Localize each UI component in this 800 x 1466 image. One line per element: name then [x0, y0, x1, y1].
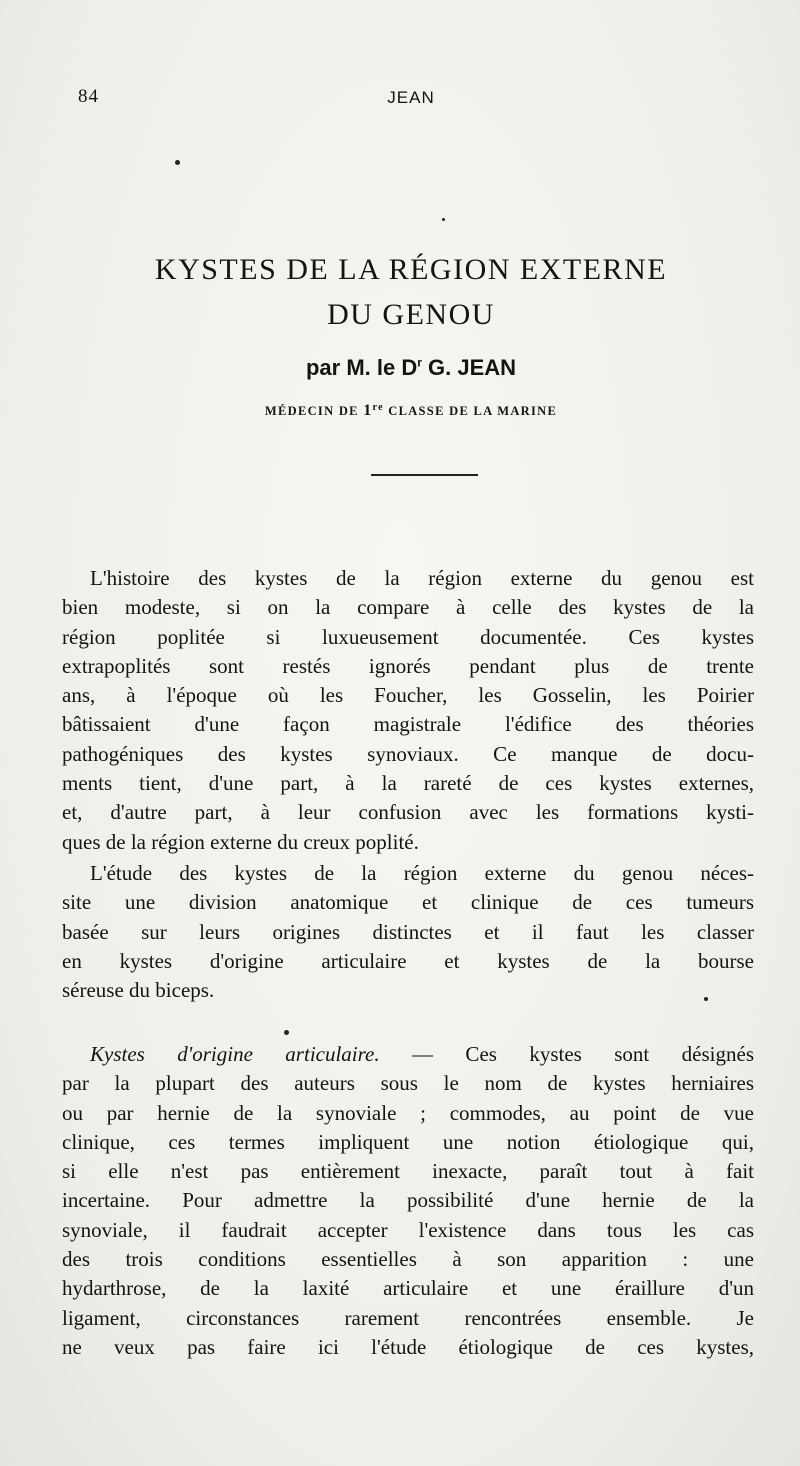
affiliation-prefix: MÉDECIN DE [264, 404, 364, 419]
byline-prefix: par M. le D [305, 355, 418, 380]
text-line: bien modeste, si on la compare à celle des kystes de la [62, 595, 754, 620]
page-number: 84 [78, 86, 99, 107]
text-line: site une division anatomique et clinique de ces tumeurs [62, 890, 754, 915]
affiliation-suffix: CLASSE DE LA MARINE [383, 404, 558, 419]
text-line: ques de la région externe du creux poplité. [62, 829, 419, 854]
text-line: ments tient, d'une part, à la rareté de ces kystes externes, [62, 771, 754, 796]
affiliation-number: 1 [363, 402, 373, 420]
affiliation-superscript: re [372, 402, 384, 413]
paragraph-classification [62, 859, 754, 1005]
text-line: pathogéniques des kystes synoviaux. Ce manque de docu- [62, 741, 754, 766]
text-line: ne veux pas faire ici l'étude étiologique de ces kystes, [62, 1334, 754, 1359]
text-line: incertaine. Pour admettre la possibilité d'une hernie de la [62, 1188, 754, 1213]
print-speck [284, 1030, 289, 1035]
text-line: clinique, ces termes impliquent une notion étiologique qui, [62, 1129, 754, 1154]
text-line: en kystes d'origine articulaire et kystes de la bourse [62, 948, 754, 973]
text-line: ou par hernie de la synoviale ; commodes, au point de vue [62, 1100, 754, 1125]
paragraph-articular-cysts [62, 1040, 754, 1362]
text-segment: — Ces kystes sont désignés [379, 1042, 755, 1066]
text-line: par la plupart des auteurs sous le nom de kystes herniaires [62, 1071, 754, 1096]
print-speck [442, 218, 445, 221]
byline-superscript: r [417, 355, 422, 370]
text-line: L'étude des kystes de la région externe du genou néces- [90, 861, 754, 885]
text-line: extrapoplités sont restés ignorés pendant plus de trente [62, 653, 754, 678]
print-speck [175, 160, 180, 165]
running-title: JEAN [387, 88, 435, 107]
text-line: hydarthrose, de la laxité articulaire et une éraillure d'un [62, 1276, 754, 1301]
text-line-with-lead [62, 1040, 754, 1069]
section-divider [371, 474, 478, 476]
running-head [0, 86, 800, 110]
text-line: région poplitée si luxueusement documentée. Ces kystes [62, 624, 754, 649]
author-affiliation [0, 402, 800, 420]
byline-author: G. JEAN [421, 355, 517, 380]
text-line: basée sur leurs origines distinctes et il faut les classer [62, 919, 754, 944]
text-line: des trois conditions essentielles à son apparition : une [62, 1247, 754, 1272]
section-lead-heading: Kystes d'origine articulaire. [90, 1042, 380, 1066]
text-line: ligament, circonstances rarement rencontrées ensemble. Je [62, 1305, 754, 1330]
text-line: ans, à l'époque où les Foucher, les Gosselin, les Poirier [62, 683, 754, 708]
text-line: L'histoire des kystes de la région externe du genou est [90, 566, 754, 590]
text-line: et, d'autre part, à leur confusion avec les formations kysti- [62, 800, 754, 825]
print-speck [704, 997, 708, 1001]
text-line: bâtissaient d'une façon magistrale l'édifice des théories [62, 712, 754, 737]
text-line: séreuse du biceps. [62, 978, 215, 1003]
byline [0, 355, 800, 381]
text-line: synoviale, il faudrait accepter l'existence dans tous les cas [62, 1217, 754, 1242]
paragraph-history [62, 564, 754, 857]
article-title-line-2: DU GENOU [327, 298, 495, 331]
article-title-line-1: KYSTES DE LA RÉGION EXTERNE [154, 253, 668, 286]
text-line: si elle n'est pas entièrement inexacte, paraît tout à fait [62, 1159, 754, 1184]
